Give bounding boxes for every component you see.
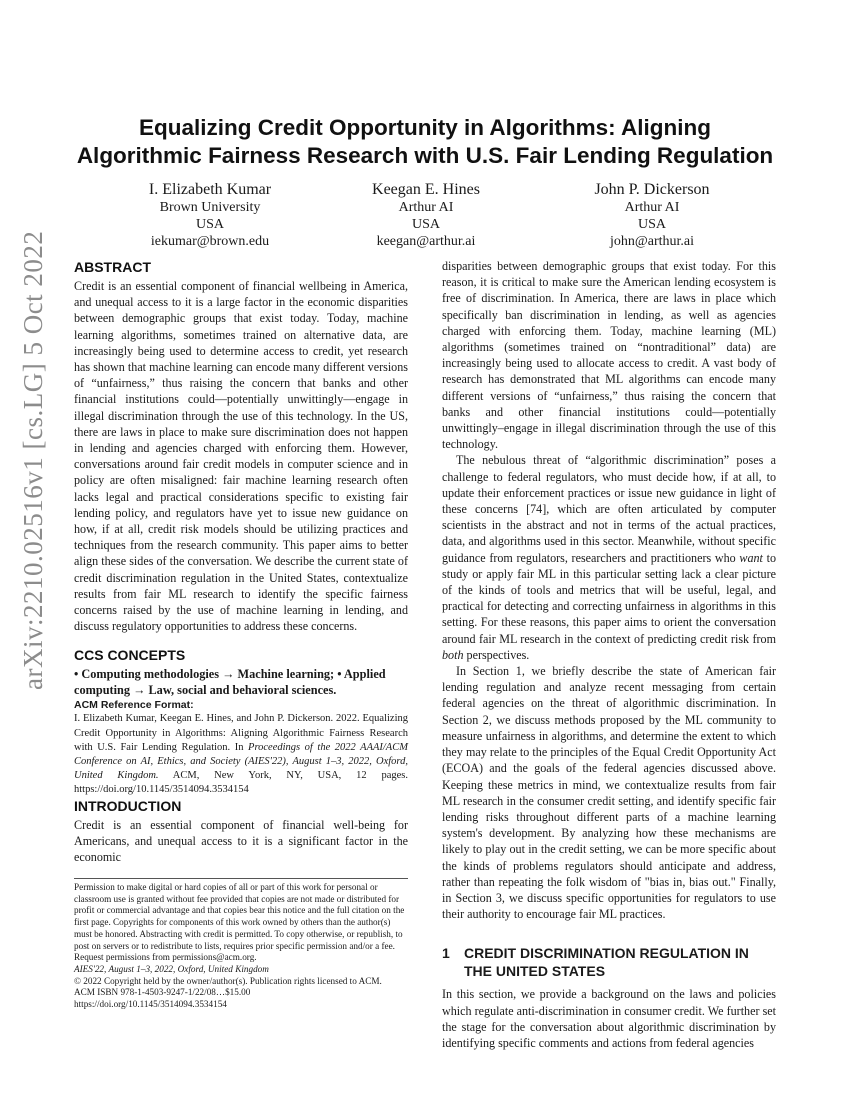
ccs-concepts: • Computing methodologies → Machine learning; • Applied computing → Law, social and behavioral sciences.	[74, 667, 386, 698]
author-name: I. Elizabeth Kumar	[148, 181, 272, 198]
doi-link[interactable]: https://doi.org/10.1145/3514094.3534154	[74, 999, 227, 1010]
author-affiliation: Brown University	[159, 200, 261, 215]
author-dickerson	[542, 180, 762, 250]
body-paragraph-1: disparities between demographic groups that exist today. For this reason, it is critical to make sure the American lending ecosystem is free of discrimination. In America, there are laws in place which specifically ban discrimination in lending, as well as agencies charged with enforcing them. Today, machine learning (ML) algorithms (sometimes trained on “nontraditional” data) are increasingly being used to allocate access to credit. A vast body of research has demonstrated that ML algorithms can encode many different versions of “unfairness,” thus raising the concern that banks and other financial institutions could—potentially unwittingly–engage in illegal discrimination through the use of this technology.	[442, 259, 776, 452]
ccs-heading: CCS CONCEPTS	[74, 647, 186, 664]
author-name: Keegan E. Hines	[372, 181, 480, 198]
acm-reference-part2: ACM, New York, NY, USA, 12 pages. https://doi.org/10.1145/3514094.3534154	[74, 769, 408, 795]
introduction-heading: INTRODUCTION	[74, 798, 182, 815]
arxiv-identifier[interactable]: arXiv:2210.02516v1 [cs.LG] 5 Oct 2022	[18, 230, 48, 690]
acm-reference-text	[74, 712, 408, 797]
paragraph-2-part-b: to study or apply fair ML in this particular setting lack a clear picture of the kinds of tools and metrics that will be useful, legal, and practical for detecting and correcting unfairness in algorithms in this setting. For these reasons, this paper aims to orient the conversation around fair ML research in the context of predicting credit risk from	[442, 550, 776, 646]
author-country: USA	[195, 217, 224, 232]
author-email[interactable]: iekumar@brown.edu	[150, 234, 270, 249]
author-country: USA	[411, 217, 440, 232]
emphasis-want: want	[739, 550, 763, 565]
introduction-text: Credit is an essential component of financial well-being for Americans, and unequal access to it is a significant factor in the economic	[74, 818, 408, 865]
body-paragraph-2	[442, 452, 776, 663]
author-country: USA	[637, 217, 666, 232]
body-paragraph-4: In this section, we provide a background on the laws and policies which regulate anti-discrimination in consumer credit. We further set the stage for the conversation about algorithmic discrimination by identifying specific comments and actions from federal agencies	[442, 987, 776, 1050]
paragraph-2-part-c: perspectives.	[463, 647, 530, 662]
conference-line: AIES'22, August 1–3, 2022, Oxford, United Kingdom	[74, 963, 269, 974]
acm-reference-venue: Proceedings of the 2022 AAAI/ACM Conference on AI, Ethics, and Society (AIES'22), August 1–3, 2022, Oxford, United Kingdom.	[74, 741, 408, 781]
section-number: 1	[442, 945, 450, 962]
abstract-heading: ABSTRACT	[74, 259, 151, 275]
right-column	[442, 258, 776, 1051]
title-line-2: Algorithmic Fairness Research with U.S. Fair Lending Regulation	[76, 143, 774, 168]
body-paragraph-3: In Section 1, we briefly describe the state of American fair lending regulation and analyze recent messaging from certain federal agencies on the threat of algorithmic discrimination. In Section 2, we discuss methods proposed by the ML community to measure unfairness in algorithms, and determine the extent to which they may relate to the principles of the Equal Credit Opportunity Act (ECOA) and the goals of the federal agencies discussed above. Keeping these metrics in mind, we contextualize results from fair ML research in the consumer credit setting, and identify specific fair lending risks throughout different parts of a machine learning system's development. By analyzing how these mechanisms are likely to play out in the credit setting, we can be more specific about the kinds of problems regulators should anticipate and address, rather than repeating the folk wisdom of "bias in, bias out." Finally, in Section 3, we discuss specific opportunities for regulators to use their authority to encourage fair ML practices.	[442, 664, 776, 922]
left-column	[74, 258, 408, 866]
author-kumar	[100, 180, 320, 250]
copyright-line: © 2022 Copyright held by the owner/author(s). Publication rights licensed to ACM.	[74, 975, 382, 986]
paragraph-2-part-a: The nebulous threat of “algorithmic discrimination” poses a challenge to federal regulators, who must decide how, if at all, to update their enforcement practices or issue new guidance in light of these concerns [74], which are often articulated by computer scientists in the abstract and not in terms of the actual practices, data, and algorithms used in this sector. Meanwhile, without specific guidance from regulators, researchers and practitioners who	[442, 453, 776, 565]
emphasis-both: both	[442, 647, 464, 662]
permission-notice: Permission to make digital or hard copies of all or part of this work for personal or classroom use is granted without fee provided that copies are not made or distributed for profit or commercial advantage and that copies bear this notice and the full citation on the first page. Copyrights for components of this work owned by others than the author(s) must be honored. Abstracting with credit is permitted. To copy otherwise, or republish, to post on servers or to redistribute to lists, requires prior specific permission and/or a fee. Request permissions from permissions@acm.org.	[74, 882, 405, 963]
paper-title	[60, 114, 790, 170]
author-affiliation: Arthur AI	[398, 200, 454, 215]
title-line-1: Equalizing Credit Opportunity in Algorithms: Aligning	[138, 115, 712, 140]
author-email[interactable]: john@arthur.ai	[609, 234, 695, 249]
isbn-line: ACM ISBN 978-1-4503-9247-1/22/08…$15.00	[74, 987, 251, 998]
author-hines	[316, 180, 536, 250]
section-1-heading	[442, 944, 776, 980]
acm-reference-part1: I. Elizabeth Kumar, Keegan E. Hines, and John P. Dickerson. 2022. Equalizing Credit Opportunity in Algorithms: Aligning Algorithmic Fairness Research with U.S. Fair Lending Regulation. In	[74, 713, 408, 753]
acm-reference-heading: ACM Reference Format:	[74, 699, 194, 712]
abstract-text: Credit is an essential component of financial wellbeing in America, and unequal access to it is a large factor in the economic disparities between demographic groups that exist today. Today, machine learning algorithms, sometimes trained on alternative data, are increasingly being used to determine access to credit, yet research has shown that machine learning can encode many different versions of “unfairness,” thus raising the concern that banks and other financial institutions could—potentially unwittingly—engage in illegal discrimination through the use of this technology. In the US, there are laws in place to make sure discrimination does not happen in lending and agencies charged with enforcing them. However, conversations around fair credit models in computer science and in policy are often misaligned: fair machine learning research often lacks legal and practical considerations specific to existing fair lending policy, and regulators have yet to issue new guidance on how, if at all, credit risk models should be utilizing practices and techniques from the research community. This paper aims to better align these sides of the conversation. We describe the current state of credit discrimination regulation in the United States, contextualize results from fair ML research to identify the specific fairness concerns raised by the use of machine learning in lending, and discuss regulatory opportunities to address these concerns.	[74, 279, 408, 634]
author-email[interactable]: keegan@arthur.ai	[376, 234, 476, 249]
section-title: CREDIT DISCRIMINATION REGULATION IN THE UNITED STATES	[464, 945, 749, 980]
permission-footnote	[74, 878, 408, 1011]
author-affiliation: Arthur AI	[624, 200, 680, 215]
author-name: John P. Dickerson	[594, 181, 710, 198]
